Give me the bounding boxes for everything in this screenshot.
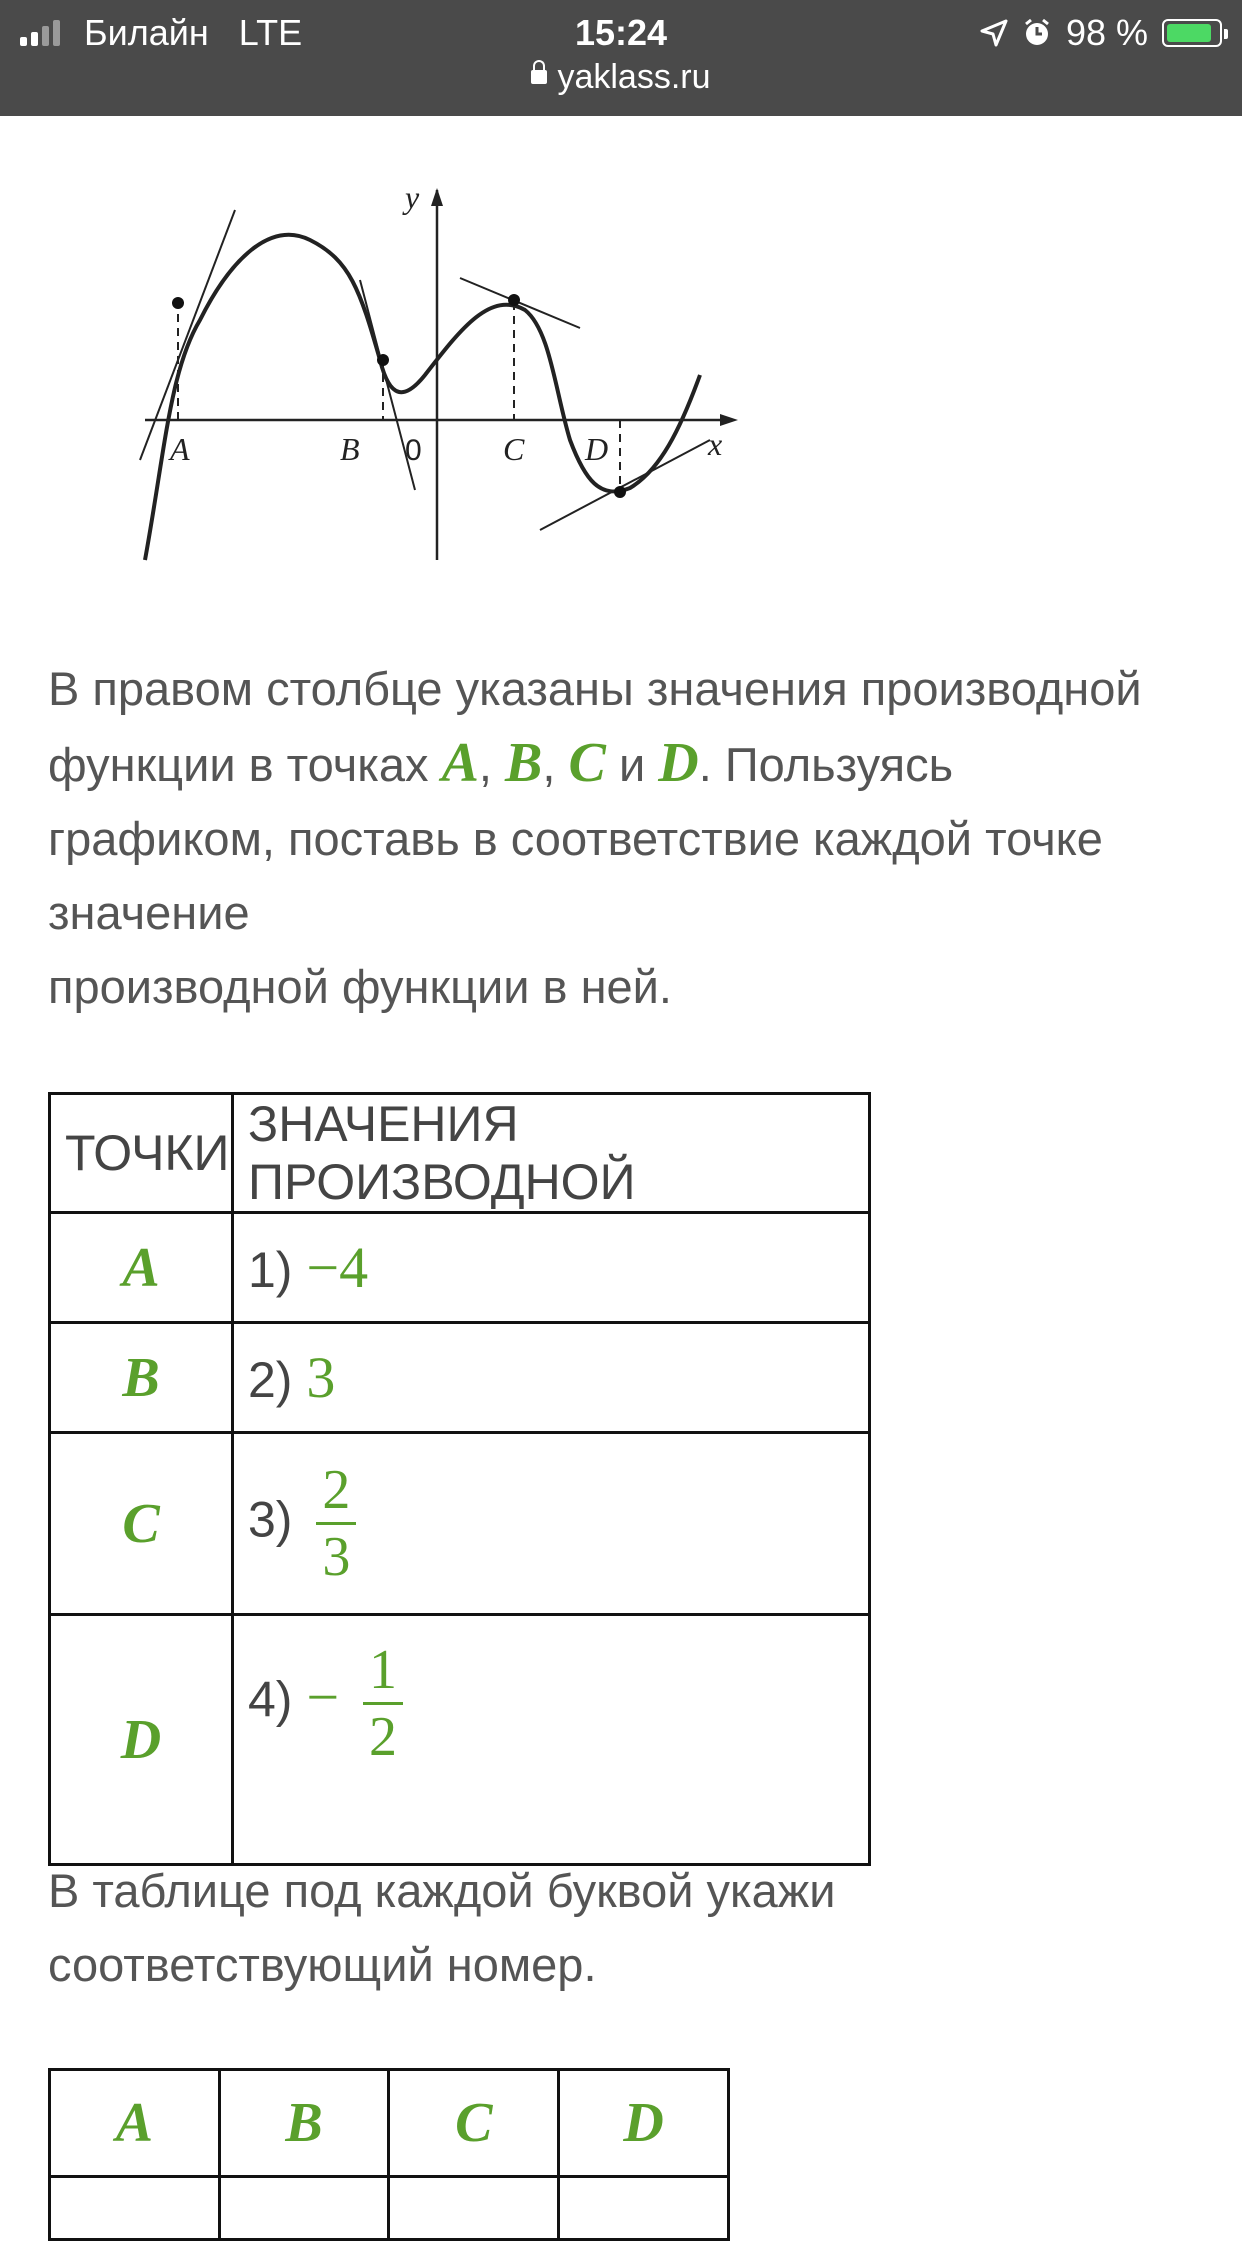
address-bar[interactable] <box>0 58 1242 97</box>
label-origin: 0 <box>405 434 422 467</box>
label-b: B <box>340 431 360 467</box>
point-b <box>377 354 389 366</box>
table-row: D 4) − $\frac{1}{2}$ <box>50 1615 870 1865</box>
var-b: B <box>505 732 543 794</box>
answer-cell-b[interactable] <box>219 2177 389 2240</box>
tangent-a <box>140 210 235 460</box>
battery-percent: 98 % <box>1065 12 1148 53</box>
alarm-clock-icon <box>1022 18 1052 48</box>
table-row: A 1) −4 <box>50 1213 870 1323</box>
network-type: LTE <box>238 12 303 53</box>
point-a <box>172 297 184 309</box>
header-values: ЗНАЧЕНИЯ ПРОИЗВОДНОЙ <box>233 1094 870 1213</box>
var-d: D <box>658 732 699 794</box>
answer-table <box>48 2068 730 2241</box>
url-text: yaklass.ru <box>557 58 711 96</box>
answer-header-d: D <box>623 2092 664 2154</box>
label-x: x <box>708 426 723 462</box>
tangent-d <box>540 440 710 530</box>
answer-header-a: A <box>115 2092 154 2154</box>
label-a: A <box>170 431 190 467</box>
matching-table <box>48 1092 871 1866</box>
answer-header-c: C <box>455 2092 493 2154</box>
tangent-c <box>460 278 580 328</box>
clock: 15:24 <box>574 12 668 53</box>
answer-header-b: B <box>285 2092 323 2154</box>
location-arrow-icon <box>980 19 1008 47</box>
function-curve <box>145 235 700 560</box>
fraction: $\frac{1}{2}$ <box>363 1638 403 1769</box>
table-row: B 2) 3 <box>50 1323 870 1433</box>
answer-cell-d[interactable] <box>559 2177 729 2240</box>
table-row: C 3) $\frac{2}{3}$ <box>50 1433 870 1615</box>
answer-cell-c[interactable] <box>389 2177 559 2240</box>
instruction-text: В таблице под каждой буквой укажи соответствующий номер. <box>48 1864 836 1991</box>
carrier-name: Билайн <box>84 12 209 53</box>
header-points: ТОЧКИ <box>50 1094 233 1213</box>
var-a: A <box>441 732 479 794</box>
task-text: В правом столбце указаны значения производной функции в точках A, B, C и D. Пользуясь графиком, поставь в соответствие каждой точке значение производной функции в ней. <box>48 662 1142 1013</box>
label-y: y <box>405 179 420 215</box>
var-c: C <box>568 732 606 794</box>
point-c <box>508 294 520 306</box>
fraction: $\frac{2}{3}$ <box>316 1458 356 1589</box>
answer-cell-a[interactable] <box>50 2177 220 2240</box>
function-graph <box>130 170 750 570</box>
battery-icon <box>1162 19 1222 47</box>
status-bar <box>0 0 1242 116</box>
point-d <box>614 486 626 498</box>
label-d: D <box>585 431 609 467</box>
lock-icon <box>531 70 547 84</box>
label-c: C <box>503 431 525 467</box>
